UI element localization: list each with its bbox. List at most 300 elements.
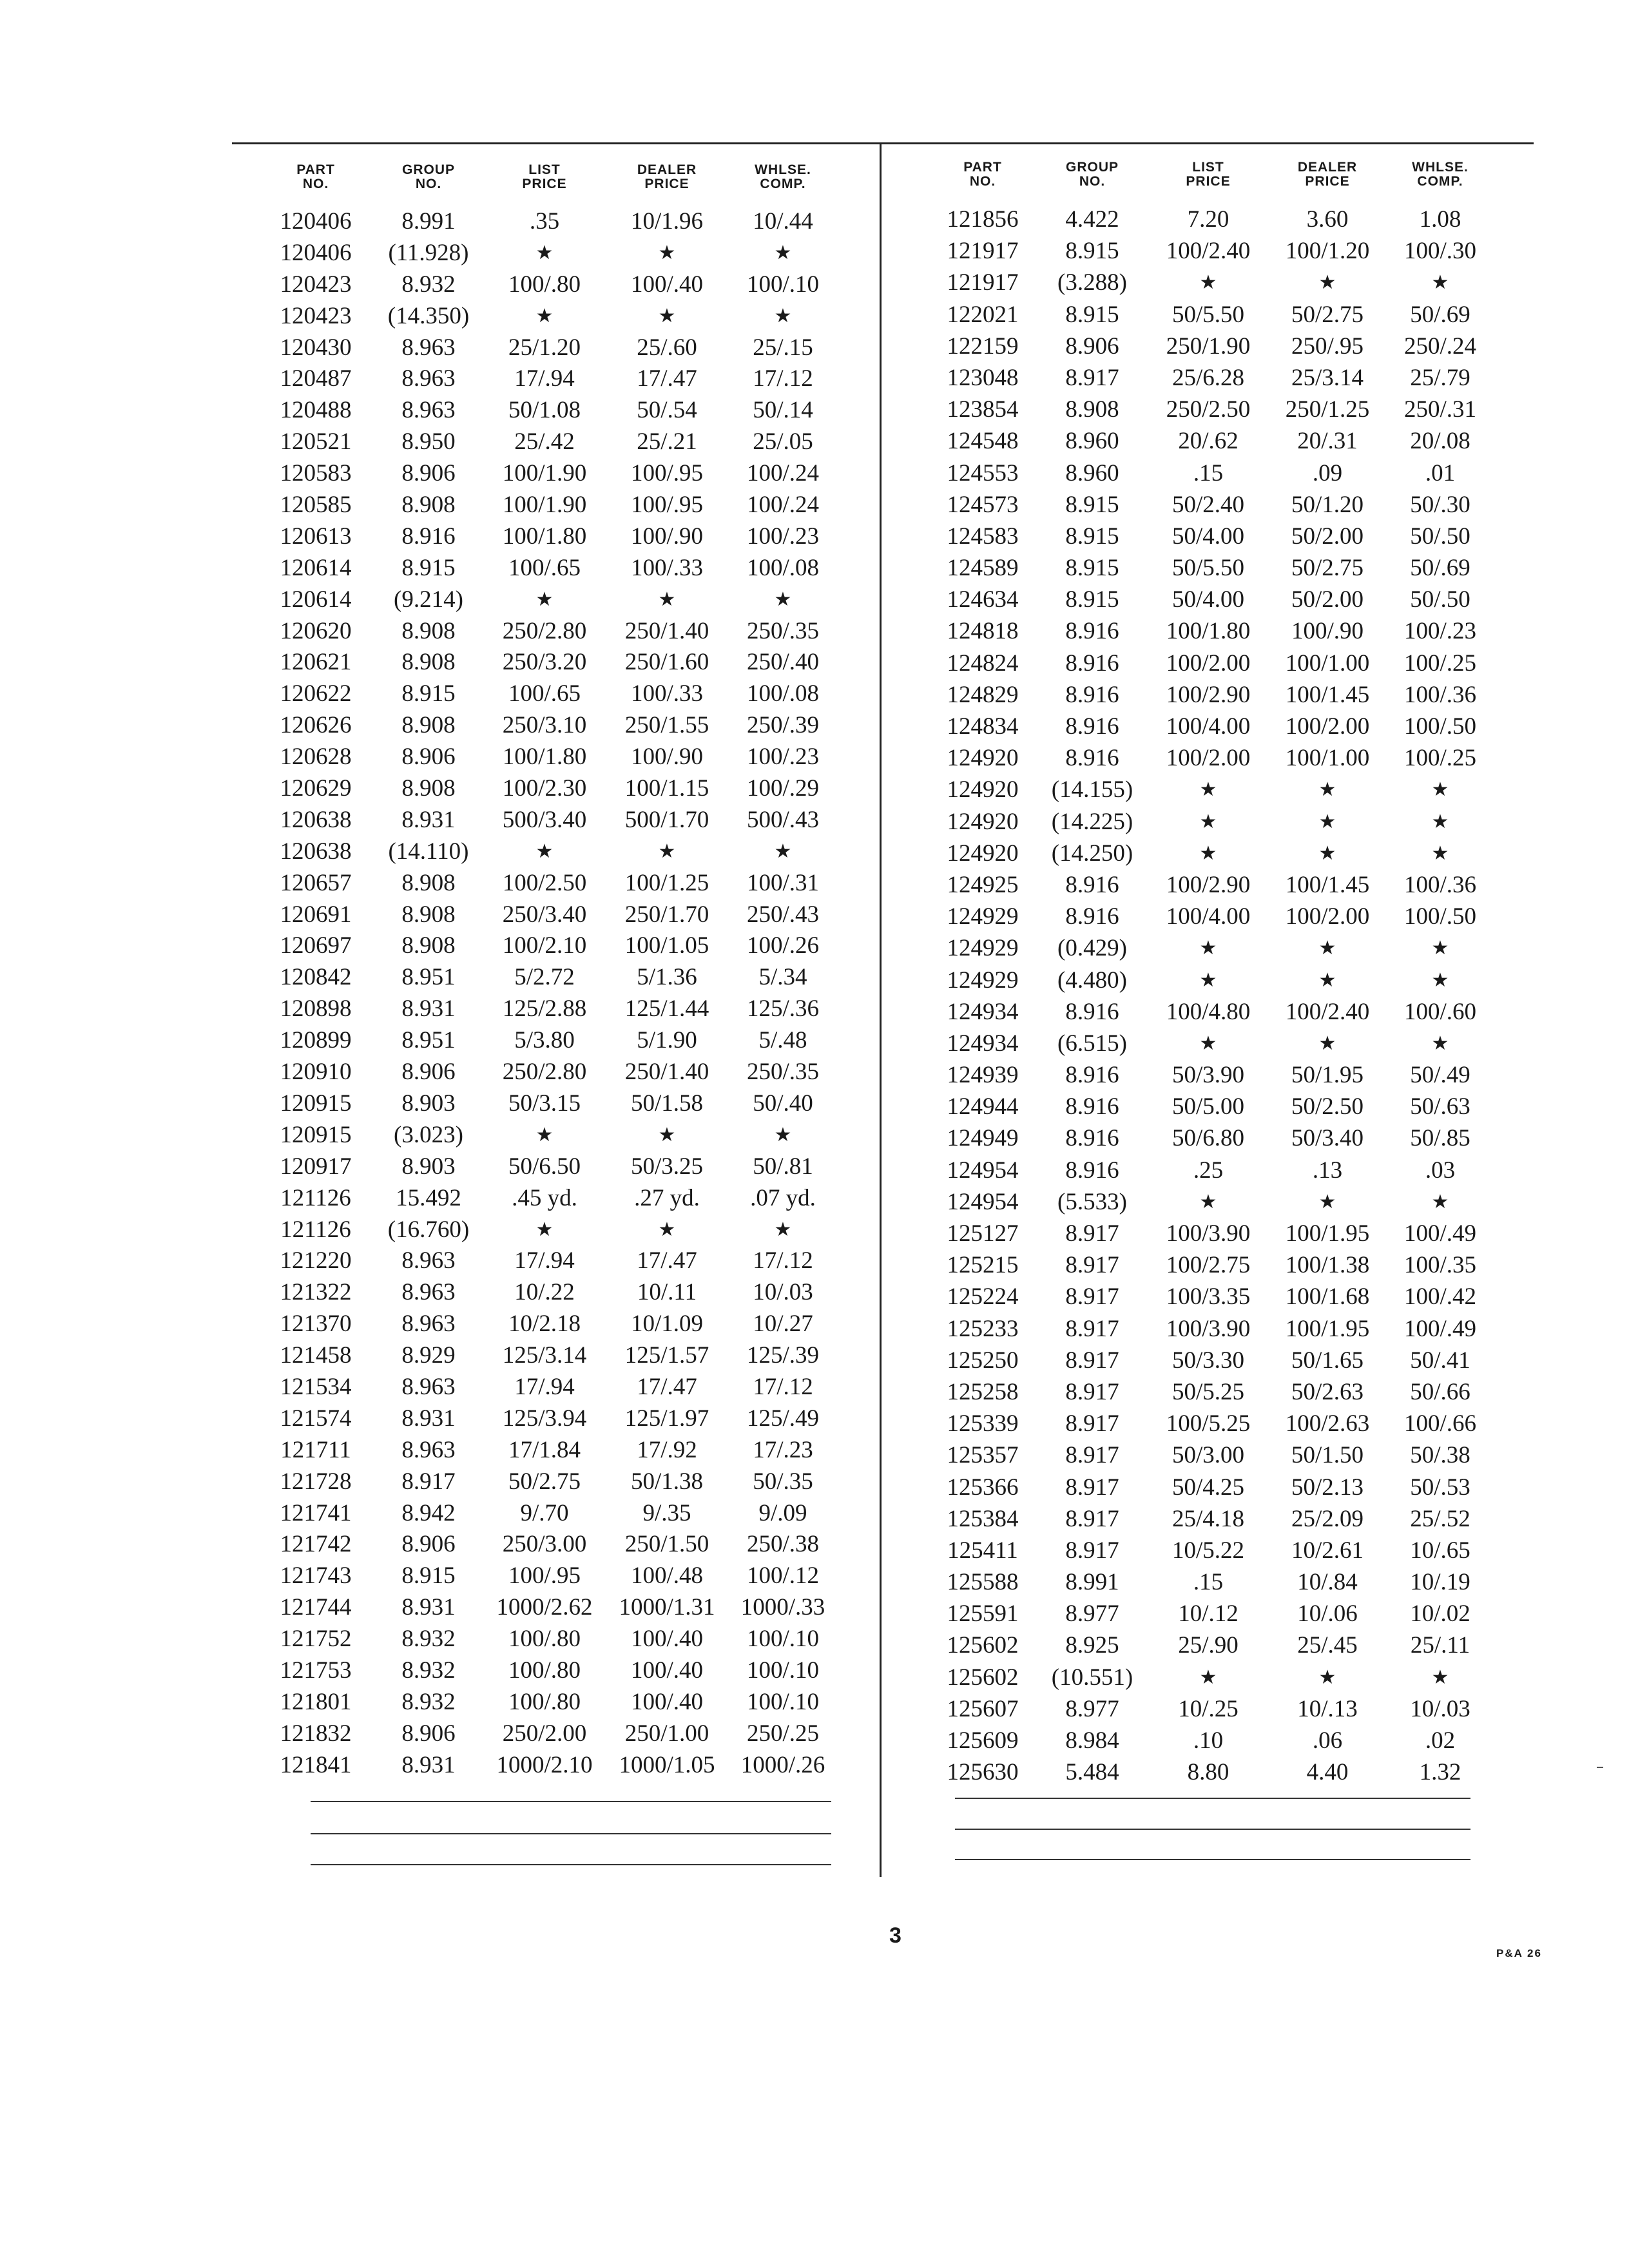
cell-dealer-price: ★ [658, 840, 676, 862]
cell-list-price: 25/.90 [1178, 1632, 1239, 1659]
cell-part-no: 121841 [280, 1751, 352, 1778]
cell-whlse-comp: ★ [1431, 1191, 1449, 1213]
table-row [928, 1662, 1521, 1693]
cell-dealer-price: 100/1.45 [1285, 871, 1370, 898]
cell-dealer-price: 125/1.97 [624, 1405, 709, 1432]
cell-group-no: 8.908 [401, 775, 456, 802]
cell-part-no: 121917 [947, 269, 1019, 296]
cell-list-price: .35 [529, 208, 560, 235]
cell-group-no: 8.932 [401, 1657, 456, 1684]
cell-whlse-comp: 125/.39 [746, 1342, 820, 1369]
cell-list-price: 17/.94 [514, 365, 575, 392]
cell-whlse-comp: 100/.50 [1403, 713, 1477, 740]
cell-dealer-price: 50/3.40 [1291, 1125, 1364, 1152]
cell-group-no: 8.915 [1065, 238, 1119, 265]
cell-whlse-comp: ★ [774, 588, 792, 610]
blank-entry-line [955, 1859, 1470, 1860]
cell-part-no: 120620 [280, 617, 352, 644]
cell-whlse-comp: 50/.85 [1410, 1125, 1470, 1152]
cell-whlse-comp: 100/.42 [1403, 1283, 1477, 1311]
cell-whlse-comp: 1000/.26 [740, 1751, 825, 1778]
cell-part-no: 125224 [947, 1283, 1019, 1311]
cell-group-no: 8.908 [401, 649, 456, 676]
table-row [258, 994, 863, 1025]
cell-dealer-price: 10/.06 [1297, 1600, 1358, 1628]
cell-part-no: 122159 [947, 332, 1019, 360]
cell-list-price: 100/1.80 [502, 523, 587, 550]
cell-dealer-price: 10/.13 [1297, 1695, 1358, 1722]
table-row [928, 1693, 1521, 1725]
cell-whlse-comp: ★ [1431, 1032, 1449, 1054]
cell-dealer-price: 500/1.70 [624, 806, 709, 833]
cell-group-no: 8.932 [401, 1688, 456, 1715]
cell-dealer-price: 50/2.75 [1291, 301, 1364, 328]
cell-group-no: (10.551) [1051, 1664, 1133, 1691]
cell-part-no: 124829 [947, 681, 1019, 708]
cell-whlse-comp: 100/.30 [1403, 238, 1477, 265]
cell-list-price: 100/3.90 [1166, 1220, 1251, 1247]
cell-list-price: 100/.80 [508, 1657, 581, 1684]
cell-list-price: 9/.70 [520, 1499, 569, 1526]
table-row [928, 965, 1521, 996]
cell-part-no: 120583 [280, 460, 352, 487]
cell-list-price: ★ [1199, 842, 1217, 864]
cell-group-no: (16.760) [387, 1216, 470, 1243]
blank-entry-line [311, 1801, 831, 1802]
header-whlse-comp: WHLSE. COMP. [1412, 160, 1469, 189]
cell-group-no: 8.917 [1065, 1474, 1119, 1501]
cell-dealer-price: 100/1.68 [1285, 1283, 1370, 1311]
cell-dealer-price: 100/1.20 [1285, 238, 1370, 265]
cell-whlse-comp: 100/.26 [746, 932, 820, 959]
cell-list-price: 100/.65 [508, 680, 581, 707]
cell-whlse-comp: ★ [1431, 937, 1449, 959]
cell-dealer-price: ★ [1318, 937, 1336, 959]
cell-whlse-comp: 100/.31 [746, 869, 820, 896]
cell-dealer-price: 50/2.50 [1291, 1093, 1364, 1120]
cell-whlse-comp: 9/.09 [758, 1499, 807, 1526]
cell-part-no: 120629 [280, 775, 352, 802]
cell-group-no: 8.916 [1065, 1062, 1119, 1089]
cell-group-no: 8.915 [401, 680, 456, 707]
cell-whlse-comp: 100/.10 [746, 271, 820, 298]
cell-part-no: 124939 [947, 1062, 1019, 1089]
cell-group-no: 8.908 [1065, 396, 1119, 423]
table-row [928, 331, 1521, 362]
cell-part-no: 125630 [947, 1759, 1019, 1786]
cell-group-no: 8.915 [1065, 555, 1119, 582]
header-dealer-price: DEALER PRICE [637, 162, 697, 191]
cell-list-price: ★ [535, 1124, 554, 1146]
table-row [258, 1403, 863, 1435]
table-row [928, 584, 1521, 615]
cell-dealer-price: 100/1.95 [1285, 1220, 1370, 1247]
cell-whlse-comp: 25/.05 [753, 428, 813, 456]
cell-dealer-price: 100/1.00 [1285, 745, 1370, 772]
table-row [928, 932, 1521, 964]
cell-group-no: 8.931 [401, 1405, 456, 1432]
cell-whlse-comp: 100/.36 [1403, 681, 1477, 708]
cell-part-no: 120622 [280, 680, 352, 707]
cell-dealer-price: 1000/1.05 [619, 1751, 715, 1778]
cell-dealer-price: 10/.11 [637, 1279, 697, 1306]
cell-whlse-comp: ★ [774, 1124, 792, 1146]
cell-whlse-comp: 10/.03 [753, 1279, 813, 1306]
cell-dealer-price: ★ [658, 1218, 676, 1240]
table-row [928, 1155, 1521, 1186]
table-row [258, 930, 863, 962]
table-row [928, 521, 1521, 552]
cell-list-price: 50/1.08 [508, 397, 581, 424]
table-row [928, 1629, 1521, 1661]
cell-part-no: 121370 [280, 1311, 352, 1338]
table-row [258, 427, 863, 458]
cell-part-no: 124934 [947, 1030, 1019, 1057]
cell-part-no: 121458 [280, 1342, 352, 1369]
cell-list-price: 250/3.00 [502, 1531, 587, 1558]
cell-part-no: 124834 [947, 713, 1019, 740]
cell-part-no: 120638 [280, 838, 352, 865]
table-row [258, 773, 863, 805]
cell-whlse-comp: 100/.35 [1403, 1252, 1477, 1279]
cell-list-price: 100/1.80 [502, 744, 587, 771]
cell-list-price: 25/6.28 [1171, 364, 1245, 391]
cell-part-no: 125411 [947, 1537, 1018, 1564]
cell-group-no: 8.915 [401, 1562, 456, 1590]
cell-part-no: 121534 [280, 1373, 352, 1400]
table-row [928, 1535, 1521, 1566]
cell-part-no: 125258 [947, 1378, 1019, 1405]
table-row [928, 1439, 1521, 1471]
cell-whlse-comp: 10/.02 [1410, 1600, 1470, 1628]
cell-part-no: 120614 [280, 586, 352, 613]
cell-list-price: 250/2.50 [1166, 396, 1251, 423]
cell-whlse-comp: 5/.34 [758, 964, 807, 991]
cell-group-no: (5.533) [1057, 1188, 1127, 1215]
cell-list-price: 100/.65 [508, 554, 581, 581]
cell-list-price: 100/.95 [508, 1562, 581, 1590]
cell-whlse-comp: 50/.41 [1410, 1347, 1470, 1374]
cell-list-price: 50/5.00 [1171, 1093, 1245, 1120]
table-row [258, 710, 863, 742]
cell-list-price: 10/2.18 [508, 1311, 581, 1338]
cell-whlse-comp: 100/.50 [1403, 903, 1477, 930]
cell-whlse-comp: 250/.38 [746, 1531, 820, 1558]
table-row [258, 647, 863, 678]
cell-dealer-price: 17/.47 [637, 1373, 697, 1400]
cell-list-price: .10 [1193, 1727, 1224, 1754]
cell-part-no: 124824 [947, 649, 1019, 677]
cell-whlse-comp: 125/.49 [746, 1405, 820, 1432]
cell-list-price: 250/2.00 [502, 1720, 587, 1747]
cell-whlse-comp: .07 yd. [750, 1184, 816, 1211]
blank-entry-line [311, 1833, 831, 1834]
cell-whlse-comp: 25/.11 [1410, 1632, 1470, 1659]
cell-dealer-price: ★ [1318, 779, 1336, 801]
table-row [928, 425, 1521, 457]
cell-group-no: 8.906 [1065, 332, 1119, 360]
cell-part-no: 125591 [947, 1600, 1019, 1628]
cell-list-price: 20/.62 [1178, 428, 1239, 455]
cell-part-no: 120691 [280, 901, 352, 928]
cell-whlse-comp: 20/.08 [1410, 428, 1470, 455]
cell-list-price: 50/6.80 [1171, 1125, 1245, 1152]
cell-part-no: 120910 [280, 1059, 352, 1086]
cell-part-no: 121574 [280, 1405, 352, 1432]
cell-group-no: 8.916 [1065, 681, 1119, 708]
cell-whlse-comp: .03 [1425, 1157, 1456, 1184]
cell-part-no: 122021 [947, 301, 1019, 328]
cell-dealer-price: 125/1.44 [624, 995, 709, 1023]
cell-dealer-price: 50/2.00 [1291, 523, 1364, 550]
cell-whlse-comp: 50/.81 [753, 1153, 813, 1180]
cell-dealer-price: 100/1.45 [1285, 681, 1370, 708]
cell-list-price: 250/2.80 [502, 617, 587, 644]
cell-whlse-comp: 100/.10 [746, 1657, 820, 1684]
cell-part-no: 124589 [947, 555, 1019, 582]
cell-group-no: 8.977 [1065, 1695, 1119, 1722]
cell-group-no: 8.916 [401, 523, 456, 550]
cell-list-price: 100/5.25 [1166, 1410, 1251, 1437]
cell-dealer-price: .13 [1312, 1157, 1343, 1184]
cell-part-no: 125609 [947, 1727, 1019, 1754]
cell-list-price: 50/4.25 [1171, 1474, 1245, 1501]
cell-whlse-comp: 50/.35 [753, 1468, 813, 1495]
cell-whlse-comp: 10/.19 [1410, 1569, 1470, 1596]
table-row [928, 742, 1521, 774]
cell-part-no: 124934 [947, 998, 1019, 1025]
table-row [258, 836, 863, 868]
cell-list-price: 100/4.00 [1166, 903, 1251, 930]
cell-part-no: 121917 [947, 238, 1019, 265]
cell-list-price: 100/2.40 [1166, 238, 1251, 265]
cell-whlse-comp: 17/.12 [753, 365, 813, 392]
cell-dealer-price: 50/2.63 [1291, 1378, 1364, 1405]
cell-whlse-comp: 100/.66 [1403, 1410, 1477, 1437]
header-part-no: PART NO. [963, 160, 1002, 189]
cell-group-no: 8.951 [401, 964, 456, 991]
cell-part-no: 125233 [947, 1315, 1019, 1342]
cell-dealer-price: 10/.84 [1297, 1569, 1358, 1596]
cell-dealer-price: 1000/1.31 [619, 1594, 715, 1621]
cell-dealer-price: .27 yd. [634, 1184, 700, 1211]
cell-whlse-comp: 250/.35 [746, 1059, 820, 1086]
table-row [258, 332, 863, 364]
header-dealer-price: DEALER PRICE [1297, 160, 1358, 189]
cell-group-no: 8.977 [1065, 1600, 1119, 1628]
cell-part-no: 121741 [280, 1499, 352, 1526]
cell-whlse-comp: 10/.27 [753, 1311, 813, 1338]
cell-list-price: 500/3.40 [502, 806, 587, 833]
cell-list-price: 1000/2.62 [496, 1594, 593, 1621]
cell-whlse-comp: ★ [1431, 779, 1449, 801]
cell-dealer-price: 100/1.38 [1285, 1252, 1370, 1279]
cell-dealer-price: 50/1.20 [1291, 491, 1364, 518]
cell-whlse-comp: 10/.65 [1410, 1537, 1470, 1564]
cell-part-no: 121832 [280, 1720, 352, 1747]
cell-whlse-comp: 50/.53 [1410, 1474, 1470, 1501]
cell-group-no: 8.917 [1065, 1505, 1119, 1532]
table-row [258, 584, 863, 616]
cell-part-no: 120898 [280, 995, 352, 1023]
table-row [258, 238, 863, 269]
cell-whlse-comp: 500/.43 [746, 806, 820, 833]
table-row [928, 204, 1521, 235]
cell-part-no: 120423 [280, 302, 352, 329]
cell-part-no: 120488 [280, 397, 352, 424]
cell-group-no: 8.916 [1065, 871, 1119, 898]
cell-group-no: 8.906 [401, 744, 456, 771]
form-code: P&A 26 [1496, 1947, 1542, 1959]
table-row [928, 1345, 1521, 1376]
table-row [928, 235, 1521, 267]
cell-group-no: 8.906 [401, 1720, 456, 1747]
cell-whlse-comp: 17/.12 [753, 1247, 813, 1274]
cell-part-no: 125602 [947, 1632, 1019, 1659]
cell-group-no: 8.960 [1065, 428, 1119, 455]
cell-list-price: 100/2.30 [502, 775, 587, 802]
cell-dealer-price: 250/1.60 [624, 649, 709, 676]
cell-list-price: ★ [1199, 272, 1217, 294]
cell-whlse-comp: 250/.35 [746, 617, 820, 644]
cell-group-no: 8.960 [1065, 459, 1119, 486]
table-row [258, 962, 863, 994]
table-row [928, 648, 1521, 679]
cell-part-no: 120915 [280, 1090, 352, 1117]
cell-group-no: (3.023) [394, 1121, 463, 1148]
cell-dealer-price: 100/.95 [630, 460, 704, 487]
table-row [928, 552, 1521, 584]
cell-whlse-comp: ★ [1431, 1666, 1449, 1688]
cell-list-price: 100/1.90 [502, 492, 587, 519]
cell-part-no: 121752 [280, 1626, 352, 1653]
cell-group-no: 8.932 [401, 271, 456, 298]
cell-whlse-comp: 50/.40 [753, 1090, 813, 1117]
cell-list-price: 17/1.84 [508, 1436, 581, 1463]
cell-dealer-price: ★ [1318, 1032, 1336, 1054]
cell-dealer-price: 4.40 [1306, 1759, 1349, 1786]
cell-whlse-comp: 250/.39 [746, 712, 820, 739]
cell-group-no: 8.991 [1065, 1569, 1119, 1596]
cell-whlse-comp: 1.32 [1419, 1759, 1461, 1786]
table-row [928, 838, 1521, 869]
table-row [928, 362, 1521, 394]
cell-dealer-price: 50/1.38 [630, 1468, 704, 1495]
table-row [258, 868, 863, 899]
table-row [928, 1472, 1521, 1503]
cell-dealer-price: ★ [658, 242, 676, 264]
cell-dealer-price: 100/.90 [1291, 618, 1364, 645]
cell-dealer-price: 100/1.00 [1285, 649, 1370, 677]
cell-dealer-price: 50/2.00 [1291, 586, 1364, 613]
cell-list-price: 100/2.00 [1166, 649, 1251, 677]
cell-dealer-price: ★ [1318, 1666, 1336, 1688]
margin-mark [1597, 1767, 1603, 1768]
cell-group-no: 8.963 [401, 1279, 456, 1306]
cell-list-price: 250/3.40 [502, 901, 587, 928]
cell-group-no: 8.917 [401, 1468, 456, 1495]
cell-list-price: 50/4.00 [1171, 586, 1245, 613]
cell-group-no: 8.916 [1065, 1157, 1119, 1184]
cell-part-no: 121743 [280, 1562, 352, 1590]
cell-group-no: 8.917 [1065, 1537, 1119, 1564]
cell-group-no: 8.942 [401, 1499, 456, 1526]
cell-dealer-price: 5/1.36 [637, 964, 697, 991]
table-row [258, 1718, 863, 1750]
cell-dealer-price: 100/.40 [630, 1626, 704, 1653]
cell-list-price: 25/4.18 [1171, 1505, 1245, 1532]
cell-whlse-comp: 25/.52 [1410, 1505, 1470, 1532]
cell-dealer-price: 25/.21 [637, 428, 697, 456]
cell-part-no: 124920 [947, 840, 1019, 867]
cell-whlse-comp: 100/.24 [746, 492, 820, 519]
table-row [258, 1750, 863, 1782]
cell-list-price: 17/.94 [514, 1247, 575, 1274]
cell-dealer-price: 50/.54 [637, 397, 697, 424]
table-row [928, 1376, 1521, 1408]
cell-group-no: 8.915 [1065, 301, 1119, 328]
table-row [258, 553, 863, 584]
cell-part-no: 120521 [280, 428, 352, 456]
cell-group-no: 8.917 [1065, 1442, 1119, 1469]
blank-entry-line [955, 1798, 1470, 1799]
cell-dealer-price: 50/2.75 [1291, 555, 1364, 582]
cell-whlse-comp: 100/.49 [1403, 1220, 1477, 1247]
table-row [928, 1313, 1521, 1345]
cell-dealer-price: 50/1.65 [1291, 1347, 1364, 1374]
cell-part-no: 121220 [280, 1247, 352, 1274]
cell-group-no: 8.931 [401, 1594, 456, 1621]
table-row [258, 363, 863, 395]
cell-group-no: 8.925 [1065, 1632, 1119, 1659]
table-row [258, 1624, 863, 1655]
cell-list-price: 250/1.90 [1166, 332, 1251, 360]
cell-list-price: 100/2.90 [1166, 681, 1251, 708]
cell-list-price: 100/.80 [508, 271, 581, 298]
cell-group-no: (14.225) [1051, 808, 1133, 835]
cell-whlse-comp: 250/.43 [746, 901, 820, 928]
cell-group-no: 8.984 [1065, 1727, 1119, 1754]
cell-dealer-price: 250/1.00 [624, 1720, 709, 1747]
cell-whlse-comp: 250/.24 [1403, 332, 1477, 360]
cell-part-no: 121744 [280, 1594, 352, 1621]
cell-whlse-comp: 250/.40 [746, 649, 820, 676]
table-row [258, 490, 863, 521]
table-row [928, 394, 1521, 425]
cell-group-no: 8.903 [401, 1090, 456, 1117]
cell-part-no: 120430 [280, 334, 352, 361]
table-row [258, 1372, 863, 1403]
cell-part-no: 125127 [947, 1220, 1019, 1247]
cell-dealer-price: 10/1.09 [630, 1311, 704, 1338]
cell-group-no: 8.916 [1065, 903, 1119, 930]
cell-dealer-price: 100/1.05 [624, 932, 709, 959]
table-row [258, 616, 863, 648]
cell-whlse-comp: 50/.38 [1410, 1442, 1470, 1469]
cell-group-no: (4.480) [1057, 966, 1127, 994]
cell-part-no: 120626 [280, 712, 352, 739]
cell-group-no: 8.915 [1065, 586, 1119, 613]
cell-list-price: 8.80 [1187, 1759, 1229, 1786]
cell-dealer-price: 3.60 [1306, 206, 1349, 233]
blank-entry-line [311, 1864, 831, 1865]
cell-group-no: 8.931 [401, 806, 456, 833]
table-row [258, 1057, 863, 1088]
cell-list-price: ★ [535, 242, 554, 264]
cell-whlse-comp: 50/.50 [1410, 523, 1470, 550]
cell-whlse-comp: 100/.25 [1403, 745, 1477, 772]
cell-dealer-price: 50/1.95 [1291, 1062, 1364, 1089]
